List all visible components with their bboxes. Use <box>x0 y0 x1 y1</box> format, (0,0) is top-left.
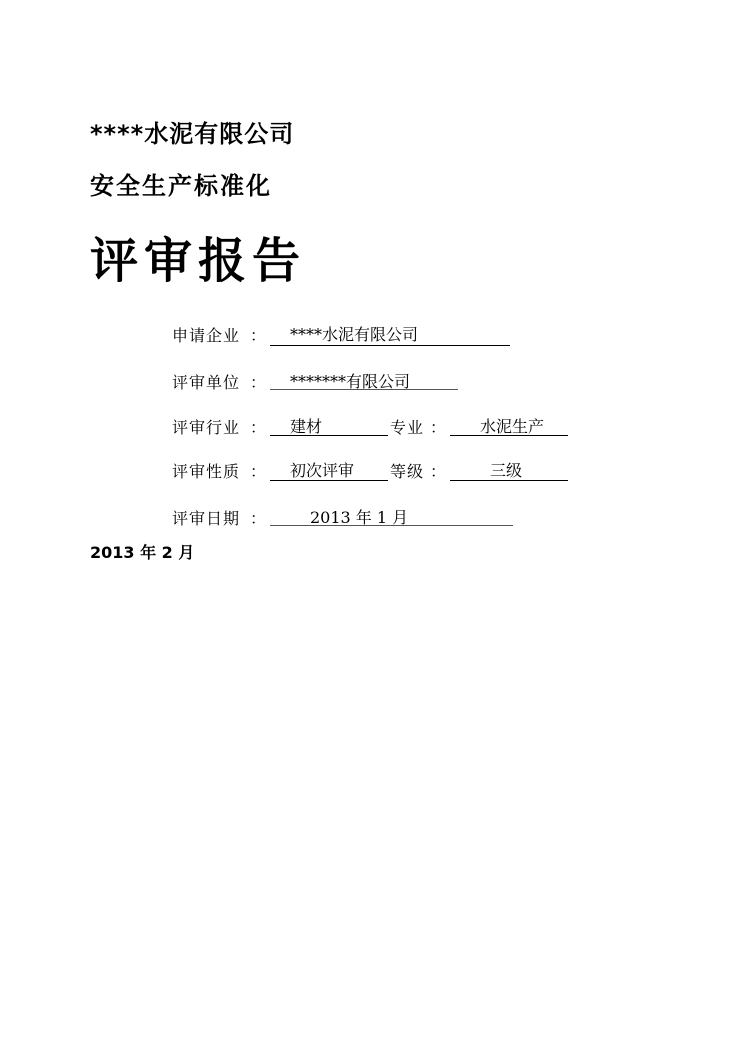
grade-underline <box>450 480 568 481</box>
specialty-value: 水泥生产 <box>480 417 545 436</box>
grade-value: 三级 <box>490 461 523 480</box>
grade-colon: ： <box>430 462 447 481</box>
subtitle: 安全生产标准化 <box>90 172 272 200</box>
nature-colon: ： <box>250 462 267 481</box>
specialty-underline <box>450 435 568 436</box>
applicant-colon: ： <box>250 326 267 345</box>
date-value: 2013 年 1 月 <box>310 508 409 527</box>
date-colon: ： <box>250 509 267 528</box>
nature-underline <box>270 480 388 481</box>
grade-label: 等级 <box>390 462 425 481</box>
applicant-label: 申请企业 <box>172 326 241 345</box>
nature-label: 评审性质 <box>172 462 241 481</box>
industry-underline <box>270 435 388 436</box>
industry-value: 建材 <box>290 417 323 436</box>
date-underline <box>270 525 513 526</box>
industry-colon: ： <box>250 418 267 437</box>
applicant-value: ****水泥有限公司 <box>290 325 419 344</box>
specialty-colon: ： <box>430 418 447 437</box>
company-title: ****水泥有限公司 <box>90 120 295 148</box>
footer-date: 2013 年 2 月 <box>90 543 195 562</box>
nature-value: 初次评审 <box>290 461 355 480</box>
reviewer-underline <box>270 389 458 390</box>
reviewer-colon: ： <box>250 373 267 392</box>
applicant-underline <box>270 345 510 346</box>
date-label: 评审日期 <box>172 509 241 528</box>
report-title: 评审报告 <box>90 233 307 289</box>
reviewer-label: 评审单位 <box>172 373 241 392</box>
reviewer-value: *******有限公司 <box>290 372 411 391</box>
industry-label: 评审行业 <box>172 418 241 437</box>
specialty-label: 专业 <box>390 418 425 437</box>
